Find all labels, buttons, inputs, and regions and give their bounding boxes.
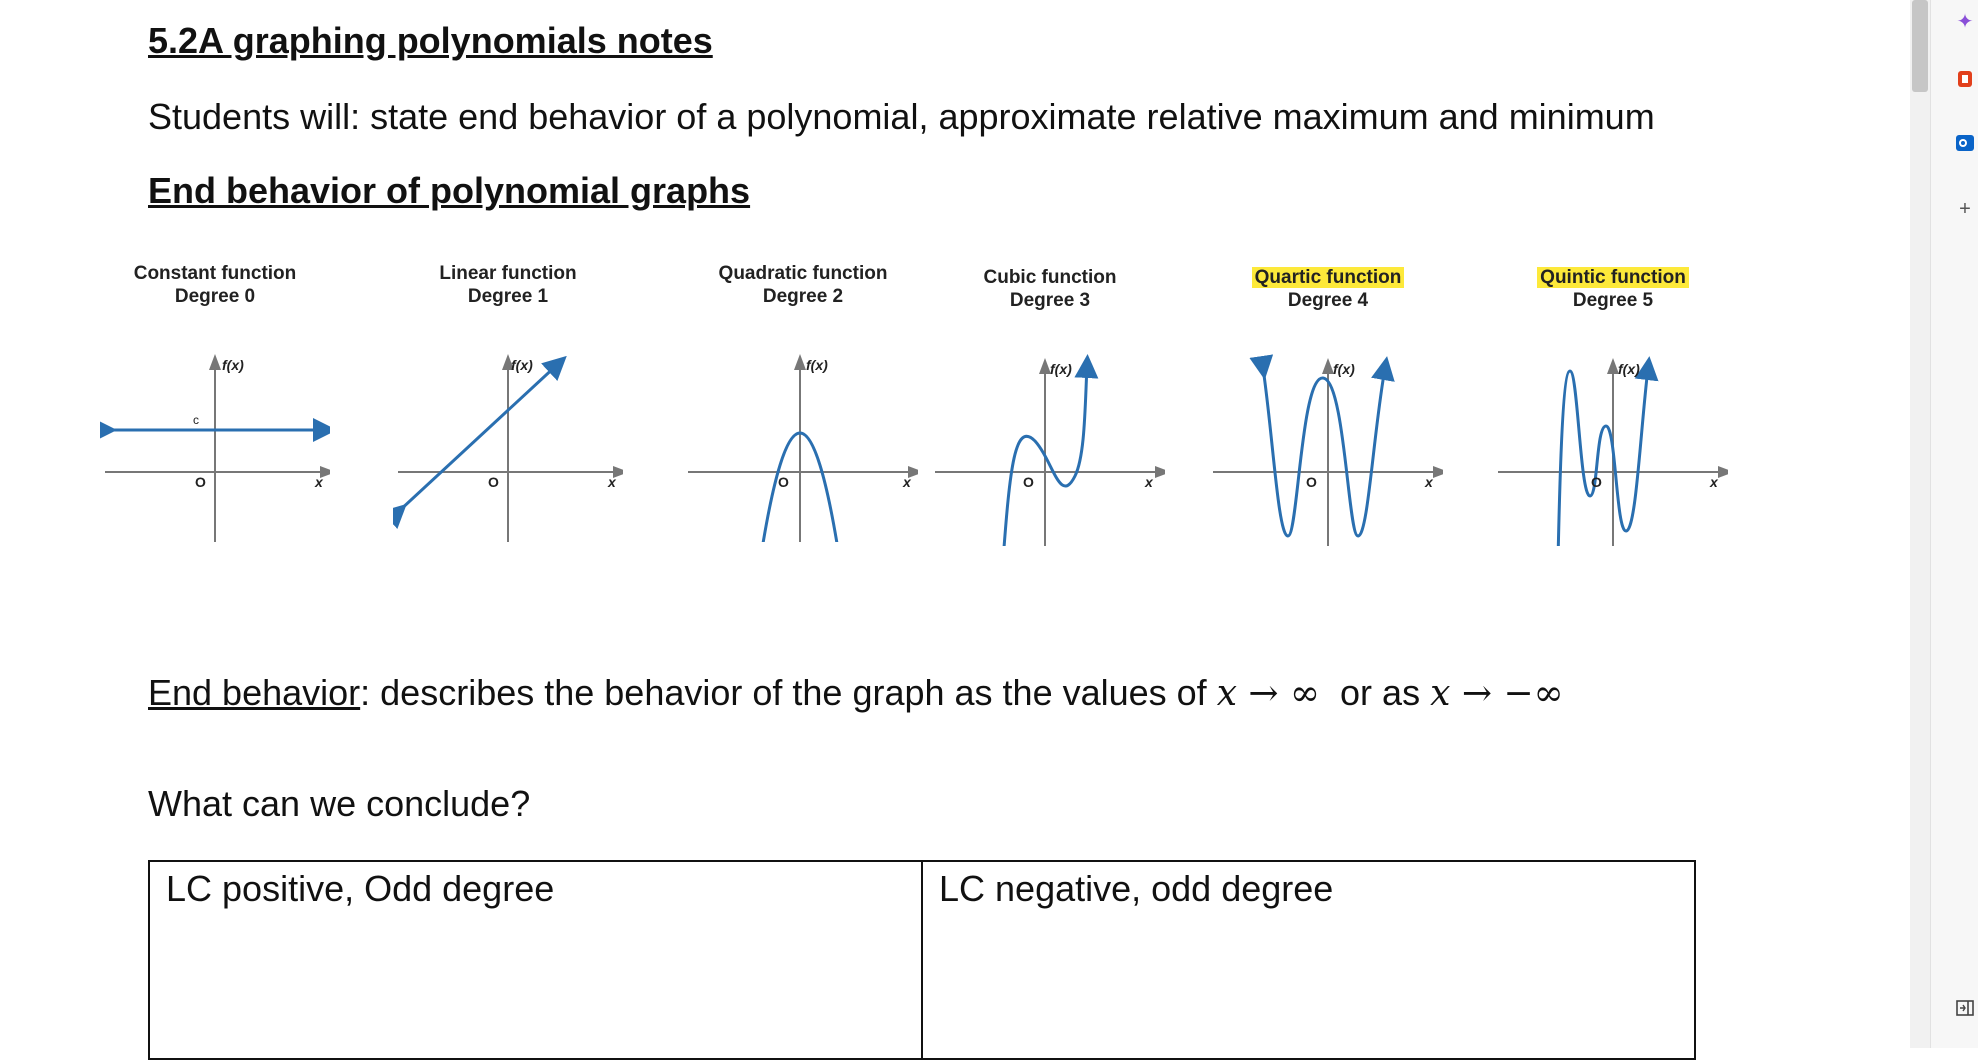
office-icon[interactable] [1952, 66, 1978, 92]
graph-degree: Degree 3 [1009, 290, 1091, 311]
conclude-prompt: What can we conclude? [148, 783, 531, 824]
x-label: x [1710, 474, 1718, 490]
graph-title: Cubic function [983, 267, 1117, 288]
fx-label: f(x) [222, 357, 244, 373]
graph-title: Quadratic function [718, 263, 888, 284]
graph-cubic-plot [935, 316, 1165, 546]
graph-cubic [935, 266, 1165, 546]
conclusion-table [148, 860, 1696, 1060]
section-heading: End behavior of polynomial graphs [148, 170, 751, 211]
graph-title-highlight: Quartic function [1252, 267, 1405, 288]
fx-label: f(x) [1618, 361, 1640, 377]
graph-quartic [1213, 266, 1443, 546]
graph-constant-plot [100, 312, 330, 542]
objective-text: Students will: state end behavior of a polynomial, approximate relative maximum and minimum [148, 96, 1655, 137]
origin-label: O [1306, 474, 1317, 490]
table-cell[interactable]: LC negative, odd degree [921, 862, 1694, 1058]
origin-label: O [488, 474, 499, 490]
fx-label: f(x) [806, 357, 828, 373]
browser-sidebar [1930, 0, 1978, 1048]
fx-label: f(x) [1050, 361, 1072, 377]
x-label: x [903, 474, 911, 490]
end-behavior-term: End behavior [148, 672, 361, 713]
origin-label: O [1023, 474, 1034, 490]
curve [1263, 368, 1385, 536]
page-title: 5.2A graphing polynomials notes [148, 20, 713, 61]
graph-degree: Degree 1 [467, 286, 549, 307]
end-behavior-text: : describes the behavior of the graph as the values of [360, 672, 1217, 713]
graph-linear [393, 262, 623, 542]
panel-toggle-icon[interactable] [1952, 995, 1978, 1021]
vertical-scrollbar[interactable] [1910, 0, 1930, 1048]
graph-title [1498, 266, 1728, 289]
c-label: c [193, 413, 199, 427]
math-x-to-infinity: x → ∞ [1216, 673, 1321, 714]
curve [1558, 368, 1648, 546]
x-label: x [608, 474, 616, 490]
x-label: x [1145, 474, 1153, 490]
plus-icon[interactable]: + [1959, 197, 1971, 220]
graph-quintic [1498, 266, 1728, 546]
graph-degree: Degree 4 [1287, 290, 1369, 311]
end-behavior-connector: or as [1320, 672, 1431, 713]
graph-linear-plot [393, 312, 623, 542]
graph-quadratic [688, 262, 918, 542]
graph-degree: Degree 2 [762, 286, 844, 307]
scrollbar-thumb[interactable] [1912, 0, 1928, 92]
graph-constant [100, 262, 330, 542]
table-cell[interactable]: LC positive, Odd degree [166, 868, 555, 909]
graph-quintic-plot [1498, 316, 1728, 546]
origin-label: O [778, 474, 789, 490]
origin-label: O [195, 474, 206, 490]
graph-title: Linear function [439, 263, 577, 284]
end-behavior-definition [148, 672, 1564, 714]
x-label: x [1425, 474, 1433, 490]
fx-label: f(x) [1333, 361, 1355, 377]
origin-label: O [1591, 474, 1602, 490]
graph-degree: Degree 0 [174, 286, 256, 307]
graph-quadratic-plot [688, 312, 918, 542]
graph-degree: Degree 5 [1572, 290, 1654, 311]
graph-title: Constant function [133, 263, 297, 284]
sparkle-icon[interactable]: ✦ [1956, 10, 1974, 33]
outlook-icon[interactable] [1952, 130, 1978, 156]
curve [398, 364, 558, 512]
graph-quartic-plot [1213, 316, 1443, 546]
fx-label: f(x) [511, 357, 533, 373]
math-x-to-neg-infinity: x → −∞ [1430, 673, 1564, 714]
x-label: x [315, 474, 323, 490]
graph-title-highlight: Quintic function [1537, 267, 1689, 288]
graph-title [1213, 266, 1443, 289]
